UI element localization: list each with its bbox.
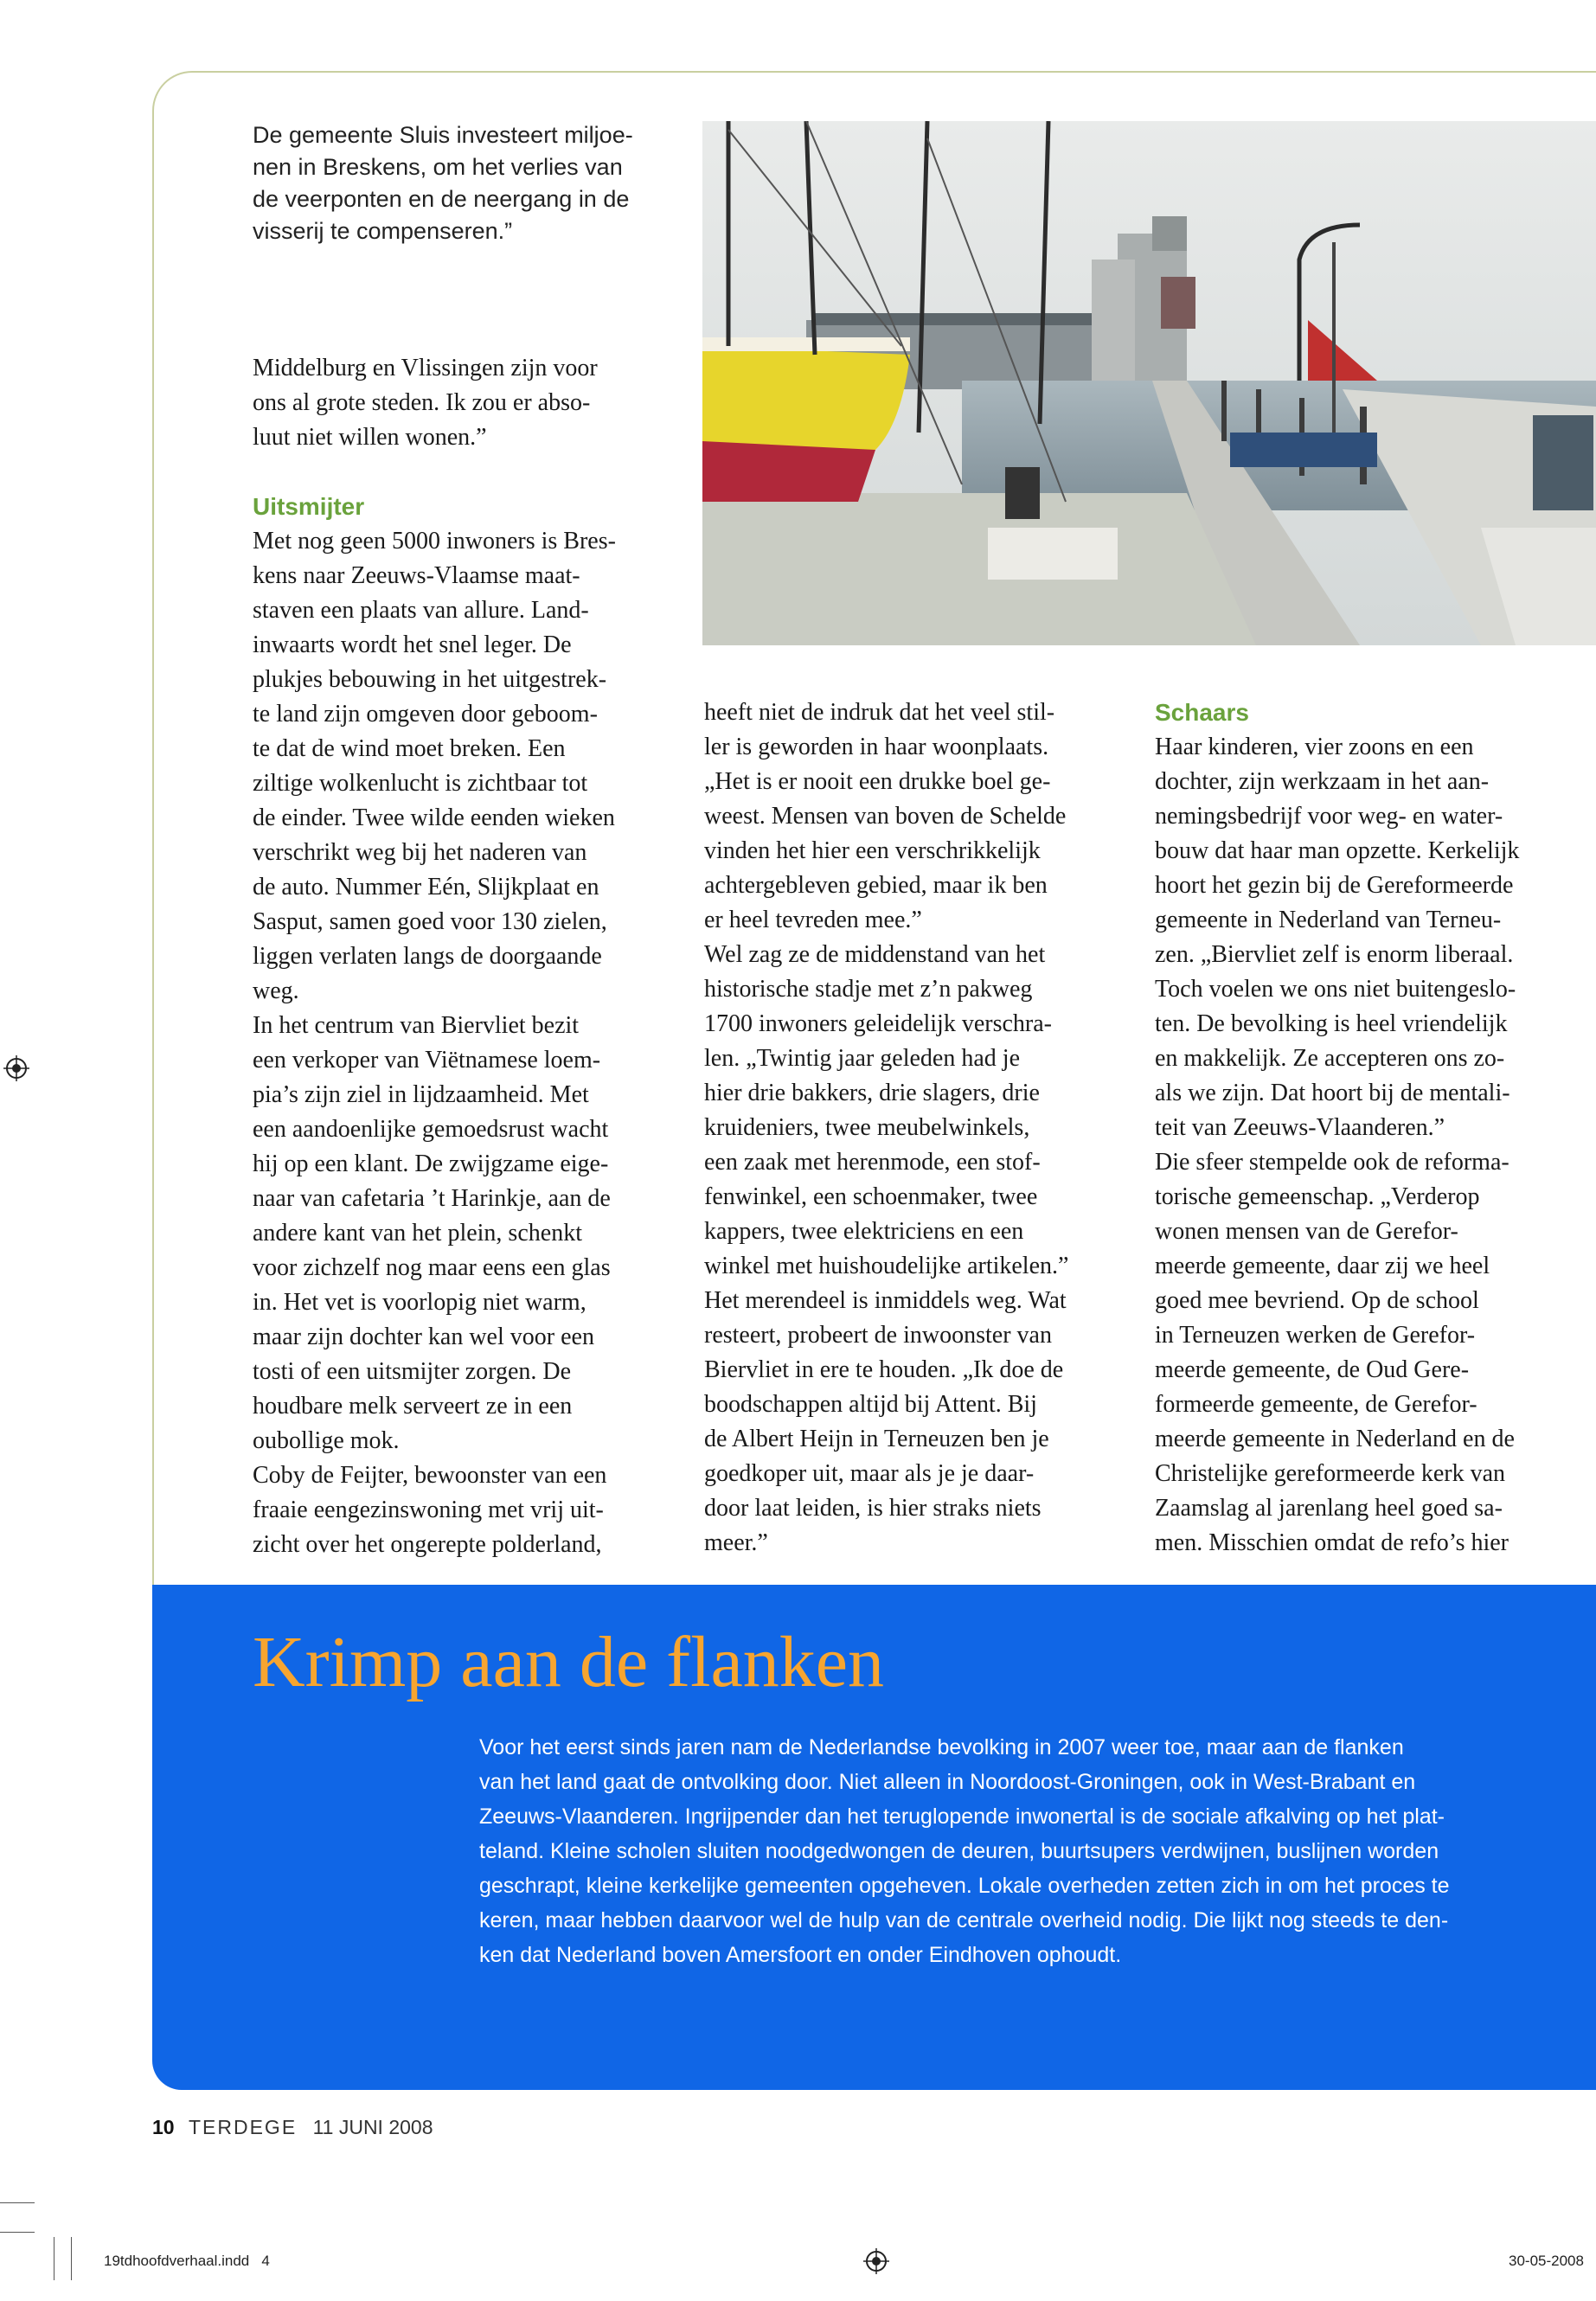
slug-date: 30-05-2008 <box>1509 2253 1584 2269</box>
column-2-text: heeft niet de indruk dat het veel stil- ler is geworden in haar woonplaats. „Het is er nooit een drukke boel ge- weest. Mensen van boven de Schelde vinden het hier een verschrikkelijk achtergebleven gebied, maar ik ben er heel tevreden mee.” Wel zag ze de middenstand van het historische stadje met z’n pakweg 1700 inwoners geleidelijk verschra- len. „Twintig jaar geleden had je hier drie bakkers, drie slagers, drie kruideniers, twee meubelwinkels, een zaak met herenmode, een stof- fenwinkel, een schoenmaker, twee kappers, twee elektriciens en een winkel met huishoudelijke artikelen.” Het merendeel is inmiddels weg. Wat resteert, probeert de inwoonster van Biervliet in ere te houden. „Ik doe de boodschappen altijd bij Attent. Bij de Albert Heijn in Terneuzen ben je goedkoper uit, maar als je je daar- door laat leiden, is hier straks niets meer.” <box>704 699 1069 1556</box>
issue-date: 11 JUNI 2008 <box>312 2116 433 2138</box>
column-1-intro <box>253 351 676 455</box>
subhead-uitsmijter: Uitsmijter <box>253 493 365 520</box>
pull-quote: De gemeente Sluis investeert miljoe- nen in Breskens, om het verlies van de veerponten en de neergang in de visserij te compenseren.” <box>253 122 633 244</box>
crop-mark <box>0 2232 35 2233</box>
crop-mark <box>71 2237 72 2280</box>
column-1-intro-text: Middelburg en Vlissingen zijn voor ons al grote steden. Ik zou er abso- luut niet willen wonen.” <box>253 355 598 451</box>
registration-mark-icon <box>3 1055 29 1081</box>
magazine-name: TERDEGE <box>188 2116 298 2138</box>
column-1-text: Met nog geen 5000 inwoners is Bres- kens naar Zeeuws-Vlaamse maat- staven een plaats van allure. Land- inwaarts wordt het snel leger. De plukjes bebouwing in het uitgestrek- te land zijn omgeven door geboom- te dat de wind moet breken. Een ziltige wolkenlucht is zichtbaar tot de einder. Twee wilde eenden wieken verschrikt weg bij het naderen van de auto. Nummer Eén, Slijkplaat en Sasput, samen goed voor 130 zielen, liggen verlaten langs de doorgaande weg. In het centrum van Biervliet bezit een verkoper van Viëtnamese loem- pia’s zijn ziel in lijdzaamheid. Met een aandoenlijke gemoedsrust wacht hij op een klant. De zwijgzame eige- naar van cafetaria ’t Harinkje, aan de andere kant van het plein, schenkt voor zichzelf nog maar eens een glas in. Het vet is voorlopig niet warm, maar zijn dochter kan wel voor een tosti of een uitsmijter zorgen. De houdbare melk serveert ze in een oubollige mok. Coby de Feijter, bewoonster van een fraaie eengezinswoning met vrij uit- zicht over het ongerepte polderland, <box>253 528 616 1558</box>
slug-filename: 19tdhoofdverhaal.indd 4 <box>104 2253 270 2269</box>
harbour-photo-image <box>702 121 1596 645</box>
column-3-text: Haar kinderen, vier zoons en een dochter, zijn werkzaam in het aan- nemingsbedrijf voor weg- en water- bouw dat haar man opzette. Kerkelijk hoort het gezin bij de Gereformeerde gemeente in Nederland van Terneu- zen. „Biervliet zelf is enorm liberaal. Toch voelen we ons niet buitengeslo- ten. De bevolking is heel vriendelijk en makkelijk. Ze accepteren ons zo- als we zijn. Dat hoort bij de mentali- teit van Zeeuws-Vlaanderen.” Die sfeer stempelde ook de reforma- torische gemeenschap. „Verderop wonen mensen van de Gerefor- meerde gemeente, daar zij we heel goed mee bevriend. Op de school in Terneuzen werken de Gerefor- meerde gemeente, de Oud Gere- formeerde gemeente, de Gerefor- meerde gemeente in Nederland en de Christelijke gereformeerde kerk van Zaamslag al jarenlang heel goed sa- men. Misschien omdat de refo’s hier <box>1155 734 1520 1556</box>
page-footer <box>152 2116 433 2139</box>
registration-mark-bottom-icon <box>863 2248 889 2274</box>
harbour-photo <box>702 121 1596 645</box>
crop-mark <box>0 2202 35 2203</box>
page-number: 10 <box>152 2116 175 2138</box>
column-3 <box>1155 695 1587 1561</box>
box-text: Voor het eerst sinds jaren nam de Nederlandse bevolking in 2007 weer toe, maar aan de flanken van het land gaat de ontvolking door. Niet alleen in Noordoost-Groningen, ook in West-Brabant en Zeeuws-Vlaanderen. Ingrijpender dan het teruglopende inwonertal is de sociale afkalving op het plat- teland. Kleine scholen sluiten noodgedwongen de deuren, buurtsupers verdwijnen, buslijnen worden geschrapt, kleine kerkelijke gemeenten opgeheven. Lokale overheden zetten zich in om het proces te keren, maar hebben daarvoor wel de hulp van de centrale overheid nodig. Die lijkt nog steeds te den- ken dat Nederland boven Amersfoort en onder Eindhoven ophoudt. <box>479 1735 1450 1967</box>
sidebar-box <box>152 1585 1596 2090</box>
box-title: Krimp aan de flanken <box>253 1622 885 1702</box>
column-2 <box>704 695 1128 1561</box>
column-1 <box>253 490 676 1562</box>
subhead-schaars: Schaars <box>1155 699 1249 726</box>
